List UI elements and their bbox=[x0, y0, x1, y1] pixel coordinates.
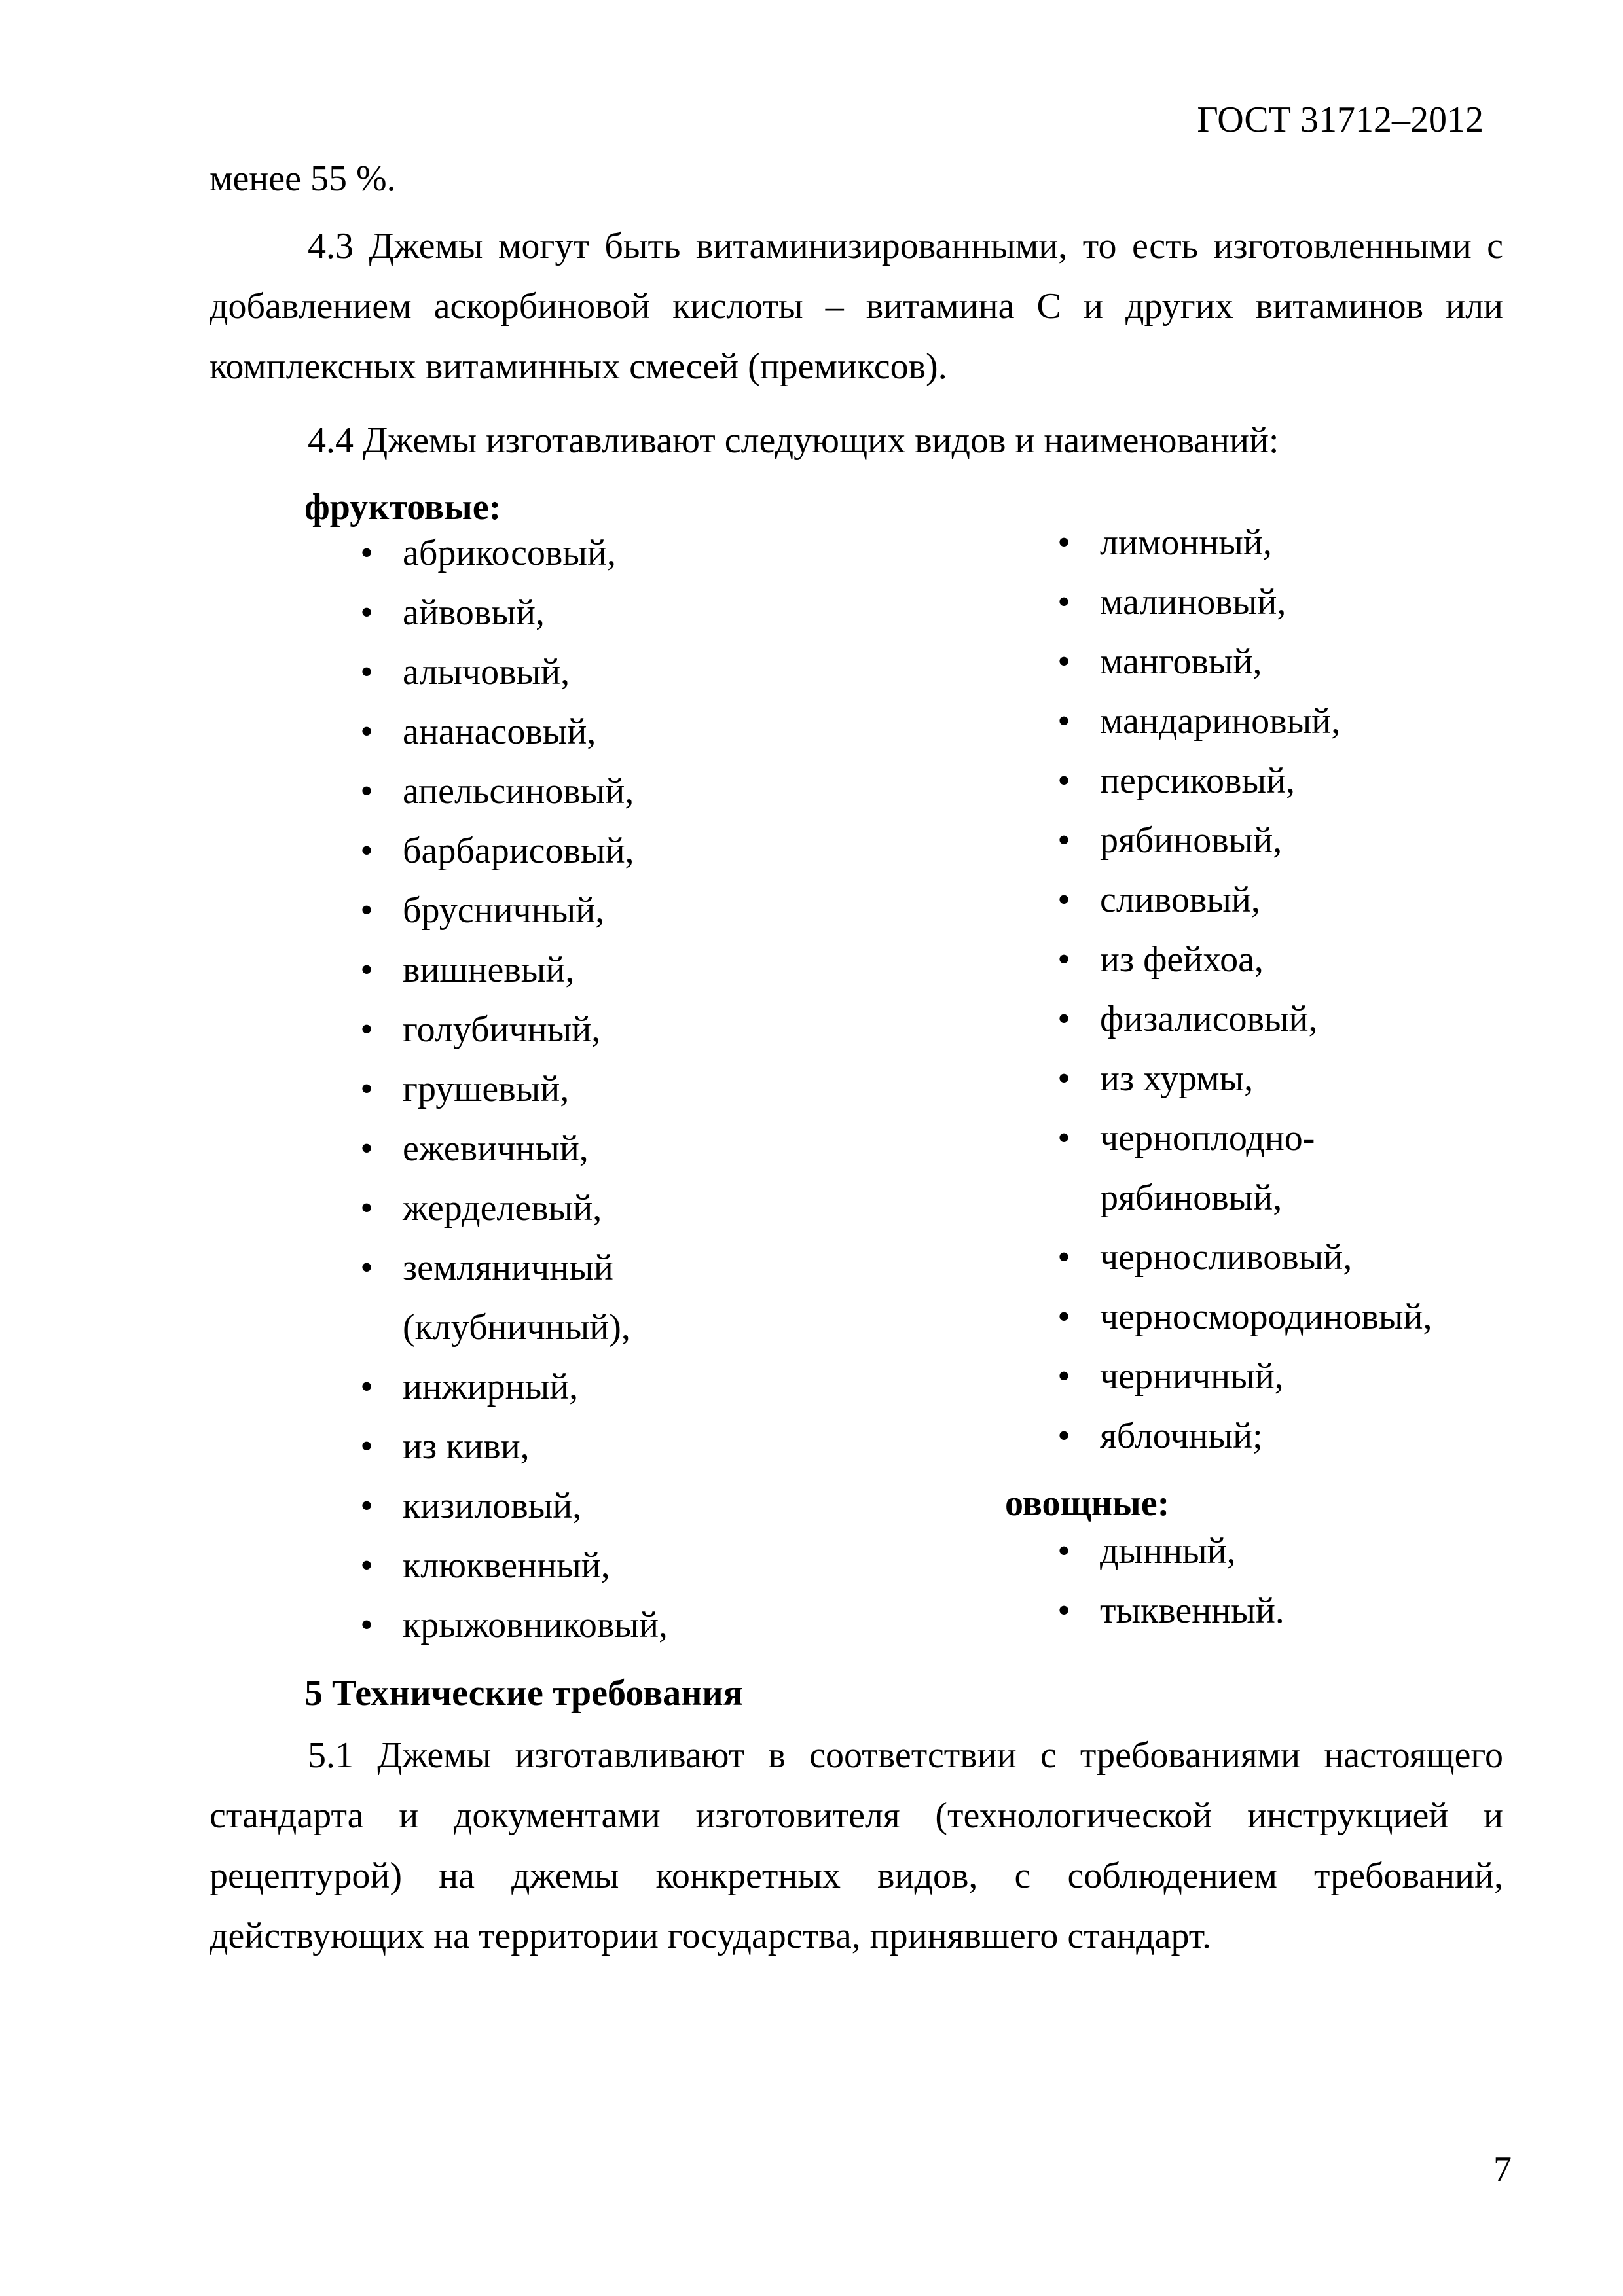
list-item bbox=[354, 1477, 825, 1536]
list-item-text: дынный, bbox=[1100, 1531, 1236, 1571]
list-item-text: черноплодно-рябиновый, bbox=[1100, 1118, 1315, 1218]
list-item-text: тыквенный. bbox=[1100, 1590, 1285, 1631]
list-item bbox=[354, 1596, 825, 1655]
list-item-text: голубичный, bbox=[403, 1009, 601, 1050]
list-item bbox=[354, 1179, 825, 1238]
list-item bbox=[354, 762, 825, 821]
bullet-icon: • bbox=[1057, 1531, 1070, 1571]
bullet-icon: • bbox=[360, 1486, 373, 1526]
list-item-text: клюквенный, bbox=[403, 1545, 610, 1586]
list-item bbox=[1051, 1228, 1470, 1287]
list-item bbox=[1051, 870, 1470, 930]
list-item-text: ананасовый, bbox=[403, 711, 596, 752]
list-item bbox=[354, 1238, 825, 1357]
list-item bbox=[354, 702, 825, 762]
bullet-icon: • bbox=[360, 1009, 373, 1050]
list-item-text: брусничный, bbox=[403, 890, 605, 931]
bullet-icon: • bbox=[360, 711, 373, 752]
carryover-text: менее 55 %. bbox=[210, 158, 396, 199]
bullet-icon: • bbox=[1057, 641, 1070, 682]
bullet-icon: • bbox=[360, 1069, 373, 1109]
bullet-icon: • bbox=[360, 1247, 373, 1288]
bullet-icon: • bbox=[360, 1426, 373, 1467]
list-item bbox=[1051, 990, 1470, 1049]
list-item bbox=[1051, 751, 1470, 811]
list-item bbox=[1051, 1522, 1470, 1581]
bullet-icon: • bbox=[1057, 1297, 1070, 1337]
list-item bbox=[354, 821, 825, 881]
list-item-text: черносмородиновый, bbox=[1100, 1297, 1432, 1337]
list-item bbox=[354, 1119, 825, 1179]
list-item-text: яблочный; bbox=[1100, 1416, 1263, 1456]
bullet-icon: • bbox=[1057, 582, 1070, 622]
fruit-heading: фруктовые: bbox=[304, 487, 501, 528]
list-item-text: из фейхоа, bbox=[1100, 939, 1264, 980]
list-item-text: манговый, bbox=[1100, 641, 1262, 682]
list-item-text: апельсиновый, bbox=[403, 771, 634, 812]
bullet-icon: • bbox=[1057, 1416, 1070, 1456]
list-item-text: малиновый, bbox=[1100, 582, 1286, 622]
paragraph-4-4: 4.4 Джемы изготавливают следующих видов и наименований: bbox=[308, 420, 1279, 461]
list-item bbox=[1051, 1581, 1470, 1641]
list-item bbox=[354, 1536, 825, 1596]
list-item-text: рябиновый, bbox=[1100, 820, 1283, 861]
bullet-icon: • bbox=[1057, 939, 1070, 980]
list-item-text: кизиловый, bbox=[403, 1486, 582, 1526]
bullet-icon: • bbox=[1057, 820, 1070, 861]
list-item-text: крыжовниковый, bbox=[403, 1605, 668, 1645]
list-item-text: вишневый, bbox=[403, 950, 575, 990]
bullet-icon: • bbox=[1057, 761, 1070, 801]
bullet-icon: • bbox=[360, 652, 373, 692]
list-item bbox=[354, 524, 825, 583]
list-item bbox=[354, 583, 825, 643]
list-item-text: грушевый, bbox=[403, 1069, 570, 1109]
vegetable-list bbox=[1051, 1522, 1470, 1641]
bullet-icon: • bbox=[1057, 1590, 1070, 1631]
list-item-text: физалисовый, bbox=[1100, 999, 1318, 1039]
list-item-text: ежевичный, bbox=[403, 1128, 589, 1169]
list-item bbox=[1051, 811, 1470, 870]
bullet-icon: • bbox=[1057, 999, 1070, 1039]
list-item bbox=[354, 1417, 825, 1477]
bullet-icon: • bbox=[1057, 1058, 1070, 1099]
list-item bbox=[1051, 930, 1470, 990]
list-item bbox=[354, 1060, 825, 1119]
bullet-icon: • bbox=[360, 950, 373, 990]
list-item-text: абрикосовый, bbox=[403, 533, 616, 573]
list-item-text: жерделевый, bbox=[403, 1188, 602, 1229]
list-item bbox=[354, 1357, 825, 1417]
list-item bbox=[354, 1000, 825, 1060]
list-item bbox=[1051, 1109, 1470, 1228]
bullet-icon: • bbox=[360, 831, 373, 871]
list-item-text: земляничный (клубничный), bbox=[403, 1247, 630, 1348]
page-number: 7 bbox=[1493, 2149, 1512, 2190]
bullet-icon: • bbox=[360, 1605, 373, 1645]
list-item bbox=[1051, 1347, 1470, 1407]
fruit-list-column-2 bbox=[1051, 513, 1470, 1466]
list-item bbox=[1051, 632, 1470, 692]
bullet-icon: • bbox=[1057, 880, 1070, 920]
list-item-text: из хурмы, bbox=[1100, 1058, 1254, 1099]
bullet-icon: • bbox=[1057, 1356, 1070, 1397]
list-item-text: черничный, bbox=[1100, 1356, 1284, 1397]
list-item-text: инжирный, bbox=[403, 1367, 579, 1407]
list-item-text: из киви, bbox=[403, 1426, 530, 1467]
list-item bbox=[354, 941, 825, 1000]
bullet-icon: • bbox=[360, 1367, 373, 1407]
bullet-icon: • bbox=[1057, 1118, 1070, 1158]
paragraph-4-3: 4.3 Джемы могут быть витаминизированными, то есть изготовленными с добавлением аскорбиновой кислоты – витамина С и других витаминов или комплексных витаминных смесей (премиксов). bbox=[210, 226, 1503, 387]
list-item bbox=[1051, 573, 1470, 632]
bullet-icon: • bbox=[1057, 522, 1070, 563]
bullet-icon: • bbox=[360, 1545, 373, 1586]
list-item bbox=[1051, 1049, 1470, 1109]
list-item-text: сливовый, bbox=[1100, 880, 1260, 920]
bullet-icon: • bbox=[360, 592, 373, 633]
list-item-text: черносливовый, bbox=[1100, 1237, 1353, 1278]
bullet-icon: • bbox=[1057, 701, 1070, 742]
paragraph-5-1: 5.1 Джемы изготавливают в соответствии с требованиями настоящего стандарта и документами изготовителя (технологической инструкцией и рецептурой) на джемы конкретных видов, с соблюдением требований, действующих на территории государства, принявшего стандарт. bbox=[210, 1735, 1503, 1956]
standard-code: ГОСТ 31712–2012 bbox=[1197, 99, 1484, 140]
bullet-icon: • bbox=[360, 771, 373, 812]
list-item-text: лимонный, bbox=[1100, 522, 1272, 563]
section-5-heading: 5 Технические требования bbox=[304, 1673, 743, 1713]
bullet-icon: • bbox=[360, 533, 373, 573]
list-item-text: айвовый, bbox=[403, 592, 545, 633]
list-item bbox=[1051, 1287, 1470, 1347]
list-item bbox=[1051, 692, 1470, 751]
bullet-icon: • bbox=[360, 1188, 373, 1229]
list-item-text: персиковый, bbox=[1100, 761, 1296, 801]
list-item-text: барбарисовый, bbox=[403, 831, 634, 871]
vegetable-heading: овощные: bbox=[1005, 1483, 1170, 1524]
list-item bbox=[1051, 1407, 1470, 1466]
list-item bbox=[354, 881, 825, 941]
list-item bbox=[1051, 513, 1470, 573]
list-item-text: алычовый, bbox=[403, 652, 570, 692]
fruit-list-column-1 bbox=[354, 524, 825, 1655]
bullet-icon: • bbox=[1057, 1237, 1070, 1278]
bullet-icon: • bbox=[360, 1128, 373, 1169]
bullet-icon: • bbox=[360, 890, 373, 931]
list-item bbox=[354, 643, 825, 702]
list-item-text: мандариновый, bbox=[1100, 701, 1341, 742]
